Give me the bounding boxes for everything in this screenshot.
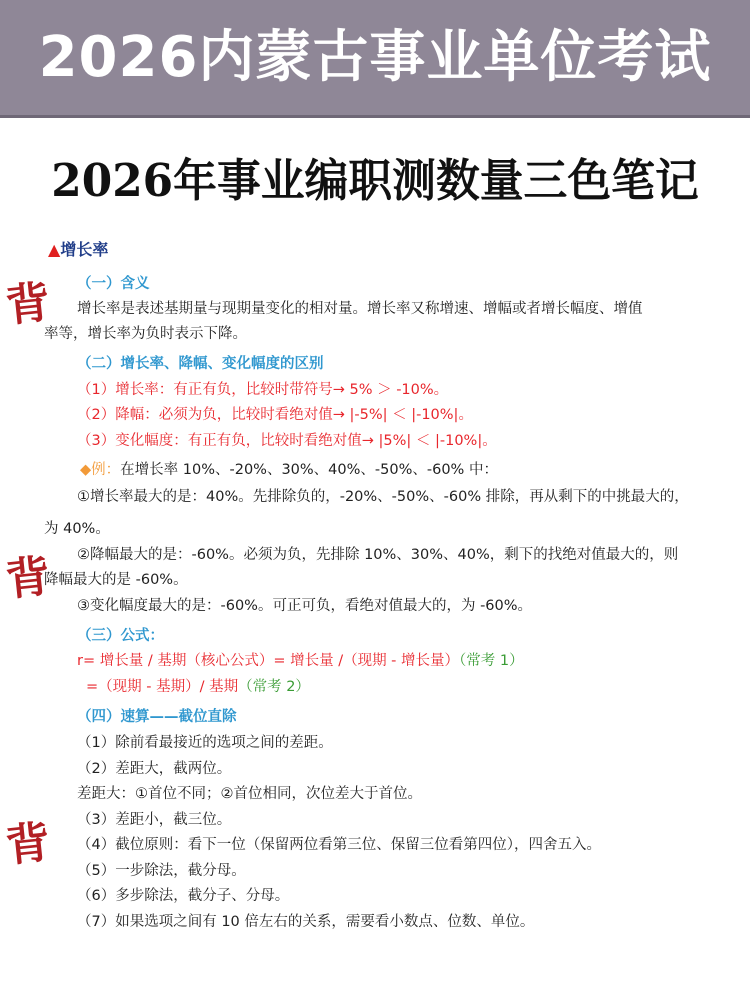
memorize-stamp-1: 背: [3, 276, 53, 333]
section-2-heading: （二）增长率、降幅、变化幅度的区别: [77, 356, 324, 372]
formula-2-note: （常考 2）: [238, 679, 310, 695]
formula-1-text: r= 增长量 / 基期（核心公式）= 增长量 /（现期 - 增长量）: [77, 653, 460, 669]
example-intro-text: 在增长率 10%、-20%、30%、40%、-50%、-60% 中：: [120, 462, 498, 478]
example-line: ③变化幅度最大的是：-60%。可正可负，看绝对值最大的，为 -60%。: [77, 598, 533, 614]
formula-1-note: （常考 1）: [459, 653, 524, 669]
section-4-line: （2）差距大，截两位。: [77, 761, 232, 777]
formula-2-text: =（现期 - 基期）/ 基期: [86, 679, 239, 695]
section-2-line: （3）变化幅度：有正有负，比较时看绝对值→ |5%| ＜ |-10%|。: [77, 433, 497, 449]
section-4-heading: （四）速算——截位直除: [77, 709, 237, 725]
document-title: 2026年事业编职测数量三色笔记: [51, 154, 699, 207]
main-heading: [48, 240, 108, 261]
example-line: 降幅最大的是 -60%。: [44, 572, 188, 588]
banner-title: 2026内蒙古事业单位考试: [38, 24, 712, 90]
formula-2: [86, 678, 310, 697]
section-4-line: （4）截位原则：看下一位（保留两位看第三位、保留三位看第四位），四舍五入。: [77, 837, 601, 853]
section-2-line: （1）增长率：有正有负，比较时带符号→ 5% ＞ -10%。: [77, 382, 449, 398]
section-2-line: （2）降幅：必须为负，比较时看绝对值→ |-5%| ＜ |-10%|。: [77, 407, 473, 423]
section-4-line: （6）多步除法，截分子、分母。: [77, 888, 290, 904]
memorize-stamp-3: 背: [3, 816, 53, 873]
triangle-icon: ▲: [48, 240, 61, 259]
section-3-heading: （三）公式：: [77, 628, 164, 644]
section-1-line: 率等，增长率为负时表示下降。: [44, 326, 247, 342]
example-line: ①增长率最大的是：40%。先排除负的，-20%、-50%、-60% 排除，再从剩下的中挑最大的，: [77, 489, 689, 505]
section-1-line: 增长率是表述基期量与现期量变化的相对量。增长率又称增速、增幅或者增长幅度、增值: [77, 301, 643, 317]
section-4-line: （7）如果选项之间有 10 倍左右的关系，需要看小数点、位数、单位。: [77, 914, 535, 930]
example-line: ②降幅最大的是：-60%。必须为负，先排除 10%、30%、40%，剩下的找绝对值最大的，则: [77, 547, 679, 563]
main-heading-label: 增长率: [60, 240, 109, 259]
example-intro: [80, 461, 498, 480]
section-4-line: 差距大：①首位不同；②首位相同，次位差大于首位。: [77, 786, 422, 802]
section-4-line: （5）一步除法，截分母。: [77, 863, 246, 879]
section-4-line: （1）除前看最接近的选项之间的差距。: [77, 735, 333, 751]
formula-1: [77, 652, 524, 671]
example-label: 例：: [91, 462, 121, 478]
section-1-heading: （一）含义: [77, 276, 150, 292]
diamond-icon: ◆: [80, 462, 92, 478]
example-line: 为 40%。: [44, 521, 110, 537]
section-4-line: （3）差距小，截三位。: [77, 812, 232, 828]
memorize-stamp-2: 背: [3, 550, 53, 607]
